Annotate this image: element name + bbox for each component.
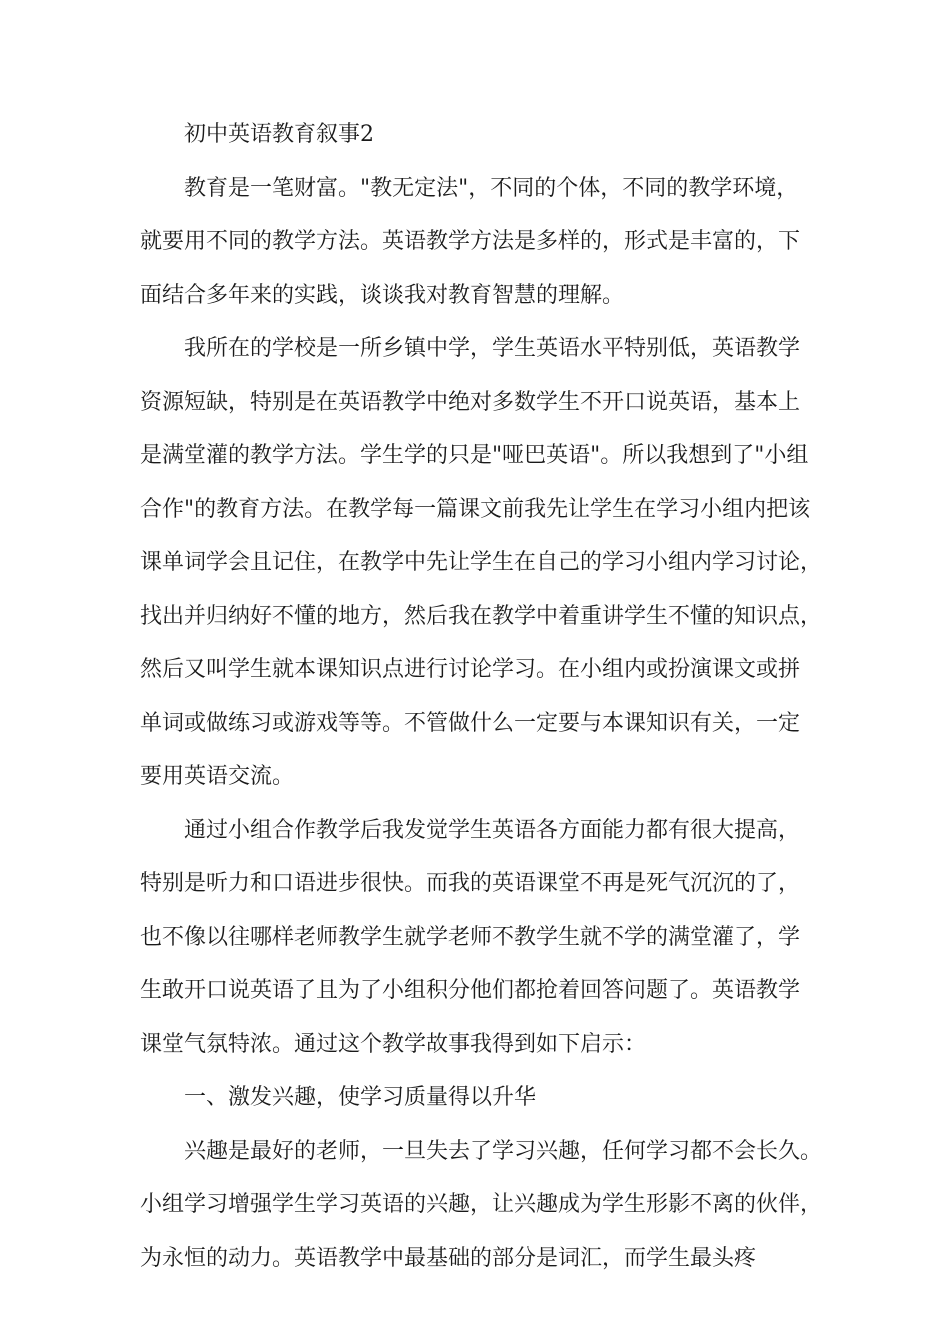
paragraph-line: 兴趣是最好的老师，一旦失去了学习兴趣，任何学习都不会长久。 <box>184 1138 823 1164</box>
paragraph-line: 教育是一笔财富。"教无定法"，不同的个体，不同的教学环境， <box>184 175 799 201</box>
paragraph-4 <box>140 1125 830 1286</box>
section-heading-text: 一、激发兴趣，使学习质量得以升华 <box>184 1085 537 1110</box>
paragraph-line: 找出并归纳好不懂的地方，然后我在教学中着重讲学生不懂的知识点， <box>140 603 823 629</box>
paragraph-3 <box>140 804 830 1072</box>
paragraph-line: 是满堂灌的教学方法。学生学的只是"哑巴英语"。所以我想到了"小组 <box>140 443 809 468</box>
paragraph-2 <box>140 322 830 804</box>
paragraph-line: 我所在的学校是一所乡镇中学，学生英语水平特别低，英语教学 <box>184 336 801 361</box>
paragraph-line: 课堂气氛特浓。通过这个教学故事我得到如下启示： <box>140 1031 647 1057</box>
paragraph-line: 资源短缺，特别是在英语教学中绝对多数学生不开口说英语，基本上 <box>140 389 801 415</box>
document-title: 初中英语教育叙事2 <box>184 122 374 147</box>
paragraph-1 <box>140 162 830 323</box>
paragraph-line: 为永恒的动力。英语教学中最基础的部分是词汇，而学生最头疼 <box>140 1245 757 1271</box>
paragraph-line: 生敢开口说英语了且为了小组积分他们都抢着回答问题了。英语教学 <box>140 978 801 1003</box>
paragraph-line: 就要用不同的教学方法。英语教学方法是多样的，形式是丰富的，下 <box>140 229 801 254</box>
paragraph-line: 然后又叫学生就本课知识点进行讨论学习。在小组内或扮演课文或拼 <box>140 657 801 682</box>
document-body <box>140 108 830 1285</box>
paragraph-line: 课单词学会且记住，在教学中先让学生在自己的学习小组内学习讨论， <box>140 550 823 575</box>
paragraph-line: 特别是听力和口语进步很快。而我的英语课堂不再是死气沉沉的了， <box>140 871 801 896</box>
paragraph-line: 面结合多年来的实践，谈谈我对教育智慧的理解。 <box>140 282 625 308</box>
paragraph-line: 小组学习增强学生学习英语的兴趣，让兴趣成为学生形影不离的伙伴， <box>140 1192 823 1217</box>
paragraph-line: 合作"的教育方法。在教学每一篇课文前我先让学生在学习小组内把该 <box>140 496 811 522</box>
paragraph-line: 单词或做练习或游戏等等。不管做什么一定要与本课知识有关，一定 <box>140 710 801 736</box>
paragraph-line: 要用英语交流。 <box>140 764 295 789</box>
paragraph-line: 也不像以往哪样老师教学生就学老师不教学生就不学的满堂灌了，学 <box>140 924 801 950</box>
paragraph-line: 通过小组合作教学后我发觉学生英语各方面能力都有很大提高， <box>184 817 801 843</box>
section-heading <box>140 1071 830 1125</box>
